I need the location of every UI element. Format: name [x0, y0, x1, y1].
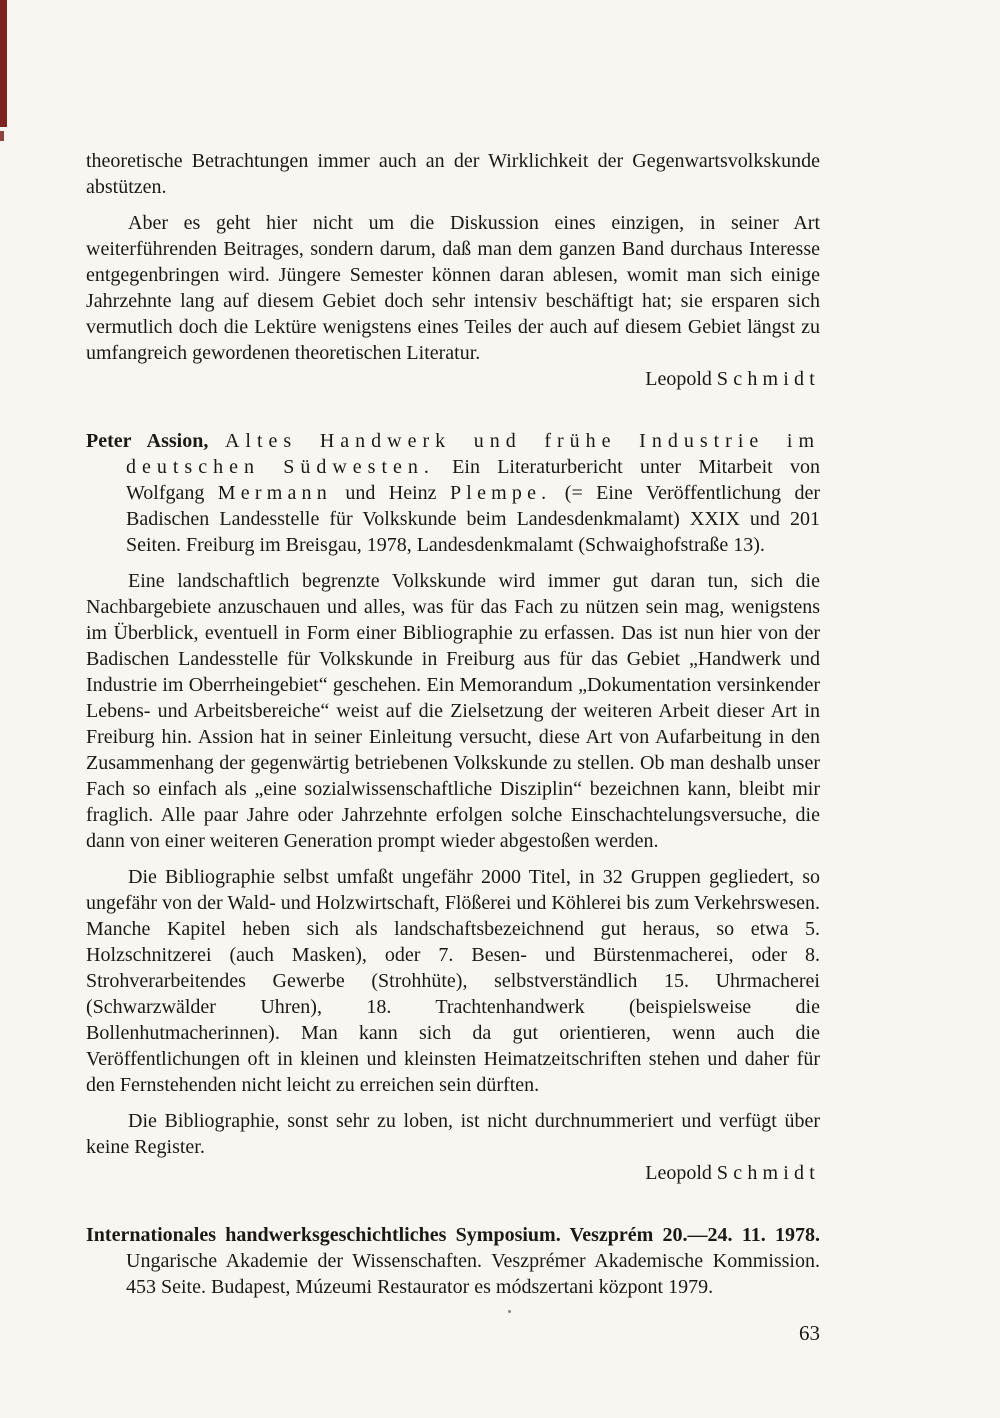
bibliographic-entry-heading [86, 1222, 820, 1300]
scan-binding-artifact [0, 0, 7, 127]
entry-collaborator: Mermann [217, 482, 332, 504]
entry-title: Internationales handwerksgeschichtliches Symposium. Veszprém 20.—24. 11. 1978. [86, 1224, 820, 1246]
reviewer-last-name: Schmidt [716, 1162, 820, 1184]
paragraph-review-body: Die Bibliographie, sonst sehr zu loben, ist nicht durchnummeriert und verfügt über keine Register. [86, 1110, 820, 1158]
reviewer-first-name: Leopold [645, 1162, 717, 1184]
entry-subtitle: Ein Literaturbericht unter Mitarbeit von Wolfgang [126, 456, 821, 504]
text-column [86, 148, 820, 1346]
reviewer-last-name: Schmidt [716, 368, 820, 390]
paragraph-continuation: theoretische Betrachtungen immer auch an der Wirklichkeit der Gegenwartsvolkskunde abstützen. [86, 150, 820, 198]
reviewer-first-name: Leopold [645, 368, 717, 390]
entry-collaborator: Plempe. [449, 482, 552, 504]
entry-title: Altes Handwerk und frühe Industrie im deutschen Südwesten. [126, 430, 821, 478]
reviewer-signature [86, 1160, 820, 1186]
page-number: 63 [799, 1321, 820, 1345]
bibliographic-entry-heading [86, 428, 820, 558]
entry-publication-details: (= Eine Veröffentlichung der Badischen Landesstelle für Volkskunde beim Landesdenkmalamt) XXIX und 201 Seiten. Freiburg im Breisgau, 1978, Landesdenkmalamt (Schwaighofstraße 13). [126, 482, 820, 556]
reviewer-signature [86, 366, 820, 392]
paragraph-review-body: Eine landschaftlich begrenzte Volkskunde wird immer gut daran tun, sich die Nachbargebiete anzuschauen und alles, was für das Fach zu nützen sein mag, wenigstens im Überblick, eventuell in Form einer Bibliographie zu erfassen. Das ist nun hier von der Badischen Landesstelle für Volkskunde in Freiburg aus für das Gebiet „Handwerk und Industrie im Oberrheingebiet“ geschehen. Ein Memorandum „Dokumentation versinkender Lebens- und Arbeitsbereiche“ weist auf die Zielsetzung der weiteren Arbeit dieser Art in Freiburg hin. Assion hat in seiner Einleitung versucht, diese Art von Aufarbeitung in den Zusammenhang der gegenwärtig betriebenen Volkskunde zu stellen. Ob man deshalb unser Fach so einfach als „eine sozialwissenschaftliche Disziplin“ bezeichnen kann, bleibt mir fraglich. Alle paar Jahre oder Jahrzehnte erfolgen solche Einschachtelungsversuche, die dann von einer weiteren Generation prompt wieder abgestoßen werden. [86, 570, 820, 852]
entry-connector: und Heinz [331, 482, 450, 504]
paragraph-review-body: Die Bibliographie selbst umfaßt ungefähr 2000 Titel, in 32 Gruppen gegliedert, so ungefähr von der Wald- und Holzwirtschaft, Flößerei und Köhlerei bis zum Verkehrswesen. Manche Kapitel heben sich als landschaftsbezeichnend gut heraus, so etwa 5. Holzschnitzerei (auch Masken), oder 7. Besen- und Bürstenmacherei, oder 8. Strohverarbeitendes Gewerbe (Strohhüte), selbstverständlich 15. Uhrmacherei (Schwarzwälder Uhren), 18. Trachtenhandwerk (beispielsweise die Bollenhutmacherinnen). Man kann sich da gut orientieren, wenn auch die Veröffentlichungen oft in kleinen und kleinsten Heimatzeitschriften stehen und daher für den Fernstehenden nicht leicht zu erreichen sein dürften. [86, 866, 820, 1096]
entry-author: Peter Assion, [86, 430, 225, 452]
paragraph-review-body: Aber es geht hier nicht um die Diskussion eines einzigen, in seiner Art weiterführenden Beitrages, sondern darum, daß man dem ganzen Band durchaus Interesse entgegenbringen wird. Jüngere Semester können daran ablesen, womit man sich einige Jahrzehnte lang auf diesem Gebiet doch sehr intensiv beschäftigt hat; sie ersparen sich vermutlich doch die Lektüre wenigstens eines Teiles der auch auf diesem Gebiet längst zu umfangreich gewordenen theoretischen Literatur. [86, 212, 820, 364]
entry-publication-details: Ungarische Akademie der Wissenschaften. Veszprémer Akademische Kommission. 453 Seite. Budapest, Múzeumi Restaurator es módszertani központ 1979. [126, 1250, 820, 1298]
scan-binding-artifact-small [0, 131, 4, 141]
